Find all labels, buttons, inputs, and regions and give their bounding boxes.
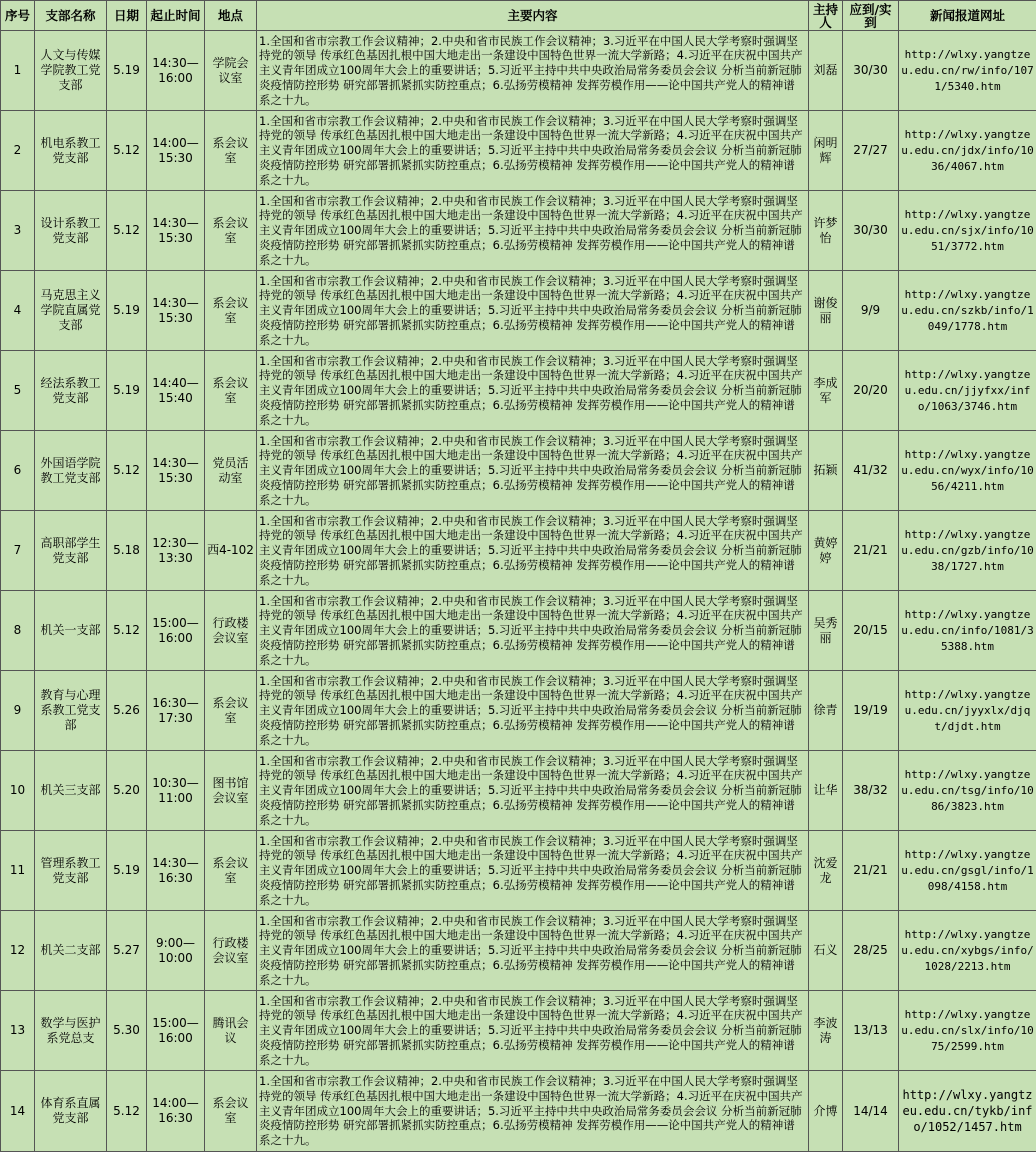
- cell-time: 14:00—16:30: [147, 1071, 205, 1152]
- cell-location: 系会议室: [205, 831, 257, 911]
- cell-seq: 14: [1, 1071, 35, 1152]
- cell-location: 西4-102: [205, 511, 257, 591]
- cell-content: 1.全国和省市宗教工作会议精神；2.中央和省市民族工作会议精神；3.习近平在中国人民大学考察时强调坚持党的领导 传承红色基因扎根中国大地走出一条建设中国特色世界一流大学新路；4.习近平在庆祝中国共产主义青年团成立100周年大会上的重要讲话；5.习近平主持中共中央政治局常务委员会会议 分析当前新冠肺炎疫情防控形势 研究部署抓紧抓实防控重点；6.弘扬劳模精神 发挥劳模作用——论中国共产党人的精神谱系之十九。: [257, 671, 809, 751]
- cell-date: 5.19: [107, 351, 147, 431]
- cell-content: 1.全国和省市宗教工作会议精神；2.中央和省市民族工作会议精神；3.习近平在中国人民大学考察时强调坚持党的领导 传承红色基因扎根中国大地走出一条建设中国特色世界一流大学新路；4.习近平在庆祝中国共产主义青年团成立100周年大会上的重要讲话；5.习近平主持中共中央政治局常务委员会会议 分析当前新冠肺炎疫情防控形势 研究部署抓紧抓实防控重点；6.弘扬劳模精神 发挥劳模作用——论中国共产党人的精神谱系之十九。: [257, 431, 809, 511]
- header-content: 主要内容: [257, 1, 809, 31]
- cell-content: 1.全国和省市宗教工作会议精神；2.中央和省市民族工作会议精神；3.习近平在中国人民大学考察时强调坚持党的领导 传承红色基因扎根中国大地走出一条建设中国特色世界一流大学新路；4.习近平在庆祝中国共产主义青年团成立100周年大会上的重要讲话；5.习近平主持中共中央政治局常务委员会会议 分析当前新冠肺炎疫情防控形势 研究部署抓紧抓实防控重点；6.弘扬劳模精神 发挥劳模作用——论中国共产党人的精神谱系之十九。: [257, 751, 809, 831]
- cell-date: 5.27: [107, 911, 147, 991]
- cell-content: 1.全国和省市宗教工作会议精神；2.中央和省市民族工作会议精神；3.习近平在中国人民大学考察时强调坚持党的领导 传承红色基因扎根中国大地走出一条建设中国特色世界一流大学新路；4.习近平在庆祝中国共产主义青年团成立100周年大会上的重要讲话；5.习近平主持中共中央政治局常务委员会会议 分析当前新冠肺炎疫情防控形势 研究部署抓紧抓实防控重点；6.弘扬劳模精神 发挥劳模作用——论中国共产党人的精神谱系之十九。: [257, 111, 809, 191]
- cell-location: 系会议室: [205, 271, 257, 351]
- cell-url: http://wlxy.yangtzeu.edu.cn/szkb/info/1049/1778.htm: [899, 271, 1036, 351]
- header-url: 新闻报道网址: [899, 1, 1036, 31]
- table-row: [1, 1071, 1036, 1152]
- cell-host: 闲明辉: [809, 111, 843, 191]
- cell-branch: 数学与医护系党总支: [35, 991, 107, 1071]
- cell-url: http://wlxy.yangtzeu.edu.cn/wyx/info/1056/4211.htm: [899, 431, 1036, 511]
- cell-host: 介博: [809, 1071, 843, 1152]
- cell-attendance: 30/30: [843, 31, 899, 111]
- cell-time: 14:30—15:30: [147, 431, 205, 511]
- cell-url: http://wlxy.yangtzeu.edu.cn/gsgl/info/1098/4158.htm: [899, 831, 1036, 911]
- cell-date: 5.18: [107, 511, 147, 591]
- cell-url: http://wlxy.yangtzeu.edu.cn/info/1081/35388.htm: [899, 591, 1036, 671]
- cell-branch: 体育系直属党支部: [35, 1071, 107, 1152]
- header-branch: 支部名称: [35, 1, 107, 31]
- cell-url: http://wlxy.yangtzeu.edu.cn/jdx/info/1036/4067.htm: [899, 111, 1036, 191]
- cell-host: 黄婷婷: [809, 511, 843, 591]
- cell-location: 图书馆会议室: [205, 751, 257, 831]
- header-location: 地点: [205, 1, 257, 31]
- table-row: [1, 831, 1036, 911]
- cell-attendance: 38/32: [843, 751, 899, 831]
- cell-branch: 管理系教工党支部: [35, 831, 107, 911]
- cell-location: 行政楼会议室: [205, 591, 257, 671]
- cell-date: 5.12: [107, 591, 147, 671]
- cell-time: 15:00—16:00: [147, 591, 205, 671]
- table-row: [1, 751, 1036, 831]
- cell-branch: 外国语学院教工党支部: [35, 431, 107, 511]
- cell-content: 1.全国和省市宗教工作会议精神；2.中央和省市民族工作会议精神；3.习近平在中国人民大学考察时强调坚持党的领导 传承红色基因扎根中国大地走出一条建设中国特色世界一流大学新路；4.习近平在庆祝中国共产主义青年团成立100周年大会上的重要讲话；5.习近平主持中共中央政治局常务委员会会议 分析当前新冠肺炎疫情防控形势 研究部署抓紧抓实防控重点；6.弘扬劳模精神 发挥劳模作用——论中国共产党人的精神谱系之十九。: [257, 191, 809, 271]
- cell-host: 谢俊丽: [809, 271, 843, 351]
- table-row: [1, 431, 1036, 511]
- cell-attendance: 20/20: [843, 351, 899, 431]
- cell-time: 9:00—10:00: [147, 911, 205, 991]
- cell-seq: 10: [1, 751, 35, 831]
- cell-host: 拓颖: [809, 431, 843, 511]
- cell-seq: 5: [1, 351, 35, 431]
- cell-host: 让华: [809, 751, 843, 831]
- table-row: [1, 511, 1036, 591]
- cell-url: http://wlxy.yangtzeu.edu.cn/rw/info/1071/5340.htm: [899, 31, 1036, 111]
- header-row: [1, 1, 1036, 31]
- cell-attendance: 27/27: [843, 111, 899, 191]
- cell-date: 5.30: [107, 991, 147, 1071]
- cell-date: 5.20: [107, 751, 147, 831]
- cell-content: 1.全国和省市宗教工作会议精神；2.中央和省市民族工作会议精神；3.习近平在中国人民大学考察时强调坚持党的领导 传承红色基因扎根中国大地走出一条建设中国特色世界一流大学新路；4.习近平在庆祝中国共产主义青年团成立100周年大会上的重要讲话；5.习近平主持中共中央政治局常务委员会会议 分析当前新冠肺炎疫情防控形势 研究部署抓紧抓实防控重点；6.弘扬劳模精神 发挥劳模作用——论中国共产党人的精神谱系之十九。: [257, 31, 809, 111]
- cell-location: 腾讯会议: [205, 991, 257, 1071]
- cell-attendance: 20/15: [843, 591, 899, 671]
- table-row: [1, 351, 1036, 431]
- cell-branch: 经法系教工党支部: [35, 351, 107, 431]
- cell-content: 1.全国和省市宗教工作会议精神；2.中央和省市民族工作会议精神；3.习近平在中国人民大学考察时强调坚持党的领导 传承红色基因扎根中国大地走出一条建设中国特色世界一流大学新路；4.习近平在庆祝中国共产主义青年团成立100周年大会上的重要讲话；5.习近平主持中共中央政治局常务委员会会议 分析当前新冠肺炎疫情防控形势 研究部署抓紧抓实防控重点；6.弘扬劳模精神 发挥劳模作用——论中国共产党人的精神谱系之十九。: [257, 1071, 809, 1152]
- table-row: [1, 591, 1036, 671]
- cell-location: 学院会议室: [205, 31, 257, 111]
- cell-date: 5.12: [107, 191, 147, 271]
- cell-attendance: 21/21: [843, 831, 899, 911]
- cell-attendance: 9/9: [843, 271, 899, 351]
- cell-attendance: 21/21: [843, 511, 899, 591]
- cell-date: 5.12: [107, 431, 147, 511]
- cell-branch: 人文与传媒学院教工党支部: [35, 31, 107, 111]
- table-row: [1, 671, 1036, 751]
- table-body: [1, 31, 1036, 1152]
- cell-host: 沈爱龙: [809, 831, 843, 911]
- cell-time: 14:40—15:40: [147, 351, 205, 431]
- cell-seq: 3: [1, 191, 35, 271]
- cell-branch: 机关三支部: [35, 751, 107, 831]
- cell-date: 5.12: [107, 111, 147, 191]
- cell-url: http://wlxy.yangtzeu.edu.cn/tsg/info/1086/3823.htm: [899, 751, 1036, 831]
- cell-time: 14:30—16:00: [147, 31, 205, 111]
- cell-url: http://wlxy.yangtzeu.edu.cn/jyyxlx/djqt/djdt.htm: [899, 671, 1036, 751]
- cell-content: 1.全国和省市宗教工作会议精神；2.中央和省市民族工作会议精神；3.习近平在中国人民大学考察时强调坚持党的领导 传承红色基因扎根中国大地走出一条建设中国特色世界一流大学新路；4.习近平在庆祝中国共产主义青年团成立100周年大会上的重要讲话；5.习近平主持中共中央政治局常务委员会会议 分析当前新冠肺炎疫情防控形势 研究部署抓紧抓实防控重点；6.弘扬劳模精神 发挥劳模作用——论中国共产党人的精神谱系之十九。: [257, 511, 809, 591]
- cell-seq: 2: [1, 111, 35, 191]
- cell-content: 1.全国和省市宗教工作会议精神；2.中央和省市民族工作会议精神；3.习近平在中国人民大学考察时强调坚持党的领导 传承红色基因扎根中国大地走出一条建设中国特色世界一流大学新路；4.习近平在庆祝中国共产主义青年团成立100周年大会上的重要讲话；5.习近平主持中共中央政治局常务委员会会议 分析当前新冠肺炎疫情防控形势 研究部署抓紧抓实防控重点；6.弘扬劳模精神 发挥劳模作用——论中国共产党人的精神谱系之十九。: [257, 991, 809, 1071]
- cell-host: 李波涛: [809, 991, 843, 1071]
- cell-attendance: 14/14: [843, 1071, 899, 1152]
- cell-host: 吴秀丽: [809, 591, 843, 671]
- cell-location: 系会议室: [205, 1071, 257, 1152]
- cell-time: 15:00—16:00: [147, 991, 205, 1071]
- cell-attendance: 19/19: [843, 671, 899, 751]
- cell-date: 5.19: [107, 31, 147, 111]
- cell-time: 14:00—15:30: [147, 111, 205, 191]
- cell-url: http://wlxy.yangtzeu.edu.cn/jjyfxx/info/1063/3746.htm: [899, 351, 1036, 431]
- header-host: 主持人: [809, 1, 843, 31]
- cell-seq: 7: [1, 511, 35, 591]
- cell-branch: 马克思主义学院直属党支部: [35, 271, 107, 351]
- cell-branch: 机关二支部: [35, 911, 107, 991]
- cell-content: 1.全国和省市宗教工作会议精神；2.中央和省市民族工作会议精神；3.习近平在中国人民大学考察时强调坚持党的领导 传承红色基因扎根中国大地走出一条建设中国特色世界一流大学新路；4.习近平在庆祝中国共产主义青年团成立100周年大会上的重要讲话；5.习近平主持中共中央政治局常务委员会会议 分析当前新冠肺炎疫情防控形势 研究部署抓紧抓实防控重点；6.弘扬劳模精神 发挥劳模作用——论中国共产党人的精神谱系之十九。: [257, 351, 809, 431]
- cell-seq: 9: [1, 671, 35, 751]
- cell-host: 李成军: [809, 351, 843, 431]
- cell-location: 系会议室: [205, 111, 257, 191]
- cell-seq: 12: [1, 911, 35, 991]
- cell-seq: 6: [1, 431, 35, 511]
- cell-host: 刘磊: [809, 31, 843, 111]
- table-row: [1, 191, 1036, 271]
- cell-attendance: 41/32: [843, 431, 899, 511]
- cell-content: 1.全国和省市宗教工作会议精神；2.中央和省市民族工作会议精神；3.习近平在中国人民大学考察时强调坚持党的领导 传承红色基因扎根中国大地走出一条建设中国特色世界一流大学新路；4.习近平在庆祝中国共产主义青年团成立100周年大会上的重要讲话；5.习近平主持中共中央政治局常务委员会会议 分析当前新冠肺炎疫情防控形势 研究部署抓紧抓实防控重点；6.弘扬劳模精神 发挥劳模作用——论中国共产党人的精神谱系之十九。: [257, 911, 809, 991]
- cell-content: 1.全国和省市宗教工作会议精神；2.中央和省市民族工作会议精神；3.习近平在中国人民大学考察时强调坚持党的领导 传承红色基因扎根中国大地走出一条建设中国特色世界一流大学新路；4.习近平在庆祝中国共产主义青年团成立100周年大会上的重要讲话；5.习近平主持中共中央政治局常务委员会会议 分析当前新冠肺炎疫情防控形势 研究部署抓紧抓实防控重点；6.弘扬劳模精神 发挥劳模作用——论中国共产党人的精神谱系之十九。: [257, 831, 809, 911]
- cell-location: 系会议室: [205, 351, 257, 431]
- table-row: [1, 271, 1036, 351]
- cell-date: 5.12: [107, 1071, 147, 1152]
- cell-time: 14:30—15:30: [147, 271, 205, 351]
- cell-url: http://wlxy.yangtzeu.edu.cn/xybgs/info/1028/2213.htm: [899, 911, 1036, 991]
- header-time: 起止时间: [147, 1, 205, 31]
- cell-content: 1.全国和省市宗教工作会议精神；2.中央和省市民族工作会议精神；3.习近平在中国人民大学考察时强调坚持党的领导 传承红色基因扎根中国大地走出一条建设中国特色世界一流大学新路；4.习近平在庆祝中国共产主义青年团成立100周年大会上的重要讲话；5.习近平主持中共中央政治局常务委员会会议 分析当前新冠肺炎疫情防控形势 研究部署抓紧抓实防控重点；6.弘扬劳模精神 发挥劳模作用——论中国共产党人的精神谱系之十九。: [257, 591, 809, 671]
- cell-date: 5.19: [107, 271, 147, 351]
- cell-location: 行政楼会议室: [205, 911, 257, 991]
- cell-seq: 11: [1, 831, 35, 911]
- cell-url: http://wlxy.yangtzeu.edu.cn/gzb/info/1038/1727.htm: [899, 511, 1036, 591]
- cell-date: 5.26: [107, 671, 147, 751]
- cell-time: 16:30—17:30: [147, 671, 205, 751]
- cell-host: 许梦怡: [809, 191, 843, 271]
- cell-url: http://wlxy.yangtzeu.edu.cn/sjx/info/1051/3772.htm: [899, 191, 1036, 271]
- cell-seq: 4: [1, 271, 35, 351]
- cell-host: 石义: [809, 911, 843, 991]
- cell-branch: 机关一支部: [35, 591, 107, 671]
- cell-time: 14:30—16:30: [147, 831, 205, 911]
- header-seq: 序号: [1, 1, 35, 31]
- cell-branch: 设计系教工党支部: [35, 191, 107, 271]
- header-attendance: 应到/实到: [843, 1, 899, 31]
- table-row: [1, 111, 1036, 191]
- cell-seq: 8: [1, 591, 35, 671]
- table-row: [1, 991, 1036, 1071]
- cell-location: 系会议室: [205, 671, 257, 751]
- cell-branch: 高职部学生党支部: [35, 511, 107, 591]
- cell-branch: 教育与心理系教工党支部: [35, 671, 107, 751]
- cell-content: 1.全国和省市宗教工作会议精神；2.中央和省市民族工作会议精神；3.习近平在中国人民大学考察时强调坚持党的领导 传承红色基因扎根中国大地走出一条建设中国特色世界一流大学新路；4.习近平在庆祝中国共产主义青年团成立100周年大会上的重要讲话；5.习近平主持中共中央政治局常务委员会会议 分析当前新冠肺炎疫情防控形势 研究部署抓紧抓实防控重点；6.弘扬劳模精神 发挥劳模作用——论中国共产党人的精神谱系之十九。: [257, 271, 809, 351]
- cell-date: 5.19: [107, 831, 147, 911]
- cell-seq: 13: [1, 991, 35, 1071]
- cell-url: http://wlxy.yangtzeu.edu.cn/slx/info/1075/2599.htm: [899, 991, 1036, 1071]
- cell-time: 12:30—13:30: [147, 511, 205, 591]
- cell-time: 10:30—11:00: [147, 751, 205, 831]
- cell-attendance: 30/30: [843, 191, 899, 271]
- cell-seq: 1: [1, 31, 35, 111]
- header-date: 日期: [107, 1, 147, 31]
- cell-attendance: 28/25: [843, 911, 899, 991]
- cell-url: http://wlxy.yangtzeu.edu.cn/tykb/info/1052/1457.htm: [899, 1071, 1036, 1152]
- table-row: [1, 911, 1036, 991]
- cell-branch: 机电系教工党支部: [35, 111, 107, 191]
- cell-location: 系会议室: [205, 191, 257, 271]
- cell-location: 党员活动室: [205, 431, 257, 511]
- table-row: [1, 31, 1036, 111]
- cell-attendance: 13/13: [843, 991, 899, 1071]
- cell-host: 徐青: [809, 671, 843, 751]
- cell-time: 14:30—15:30: [147, 191, 205, 271]
